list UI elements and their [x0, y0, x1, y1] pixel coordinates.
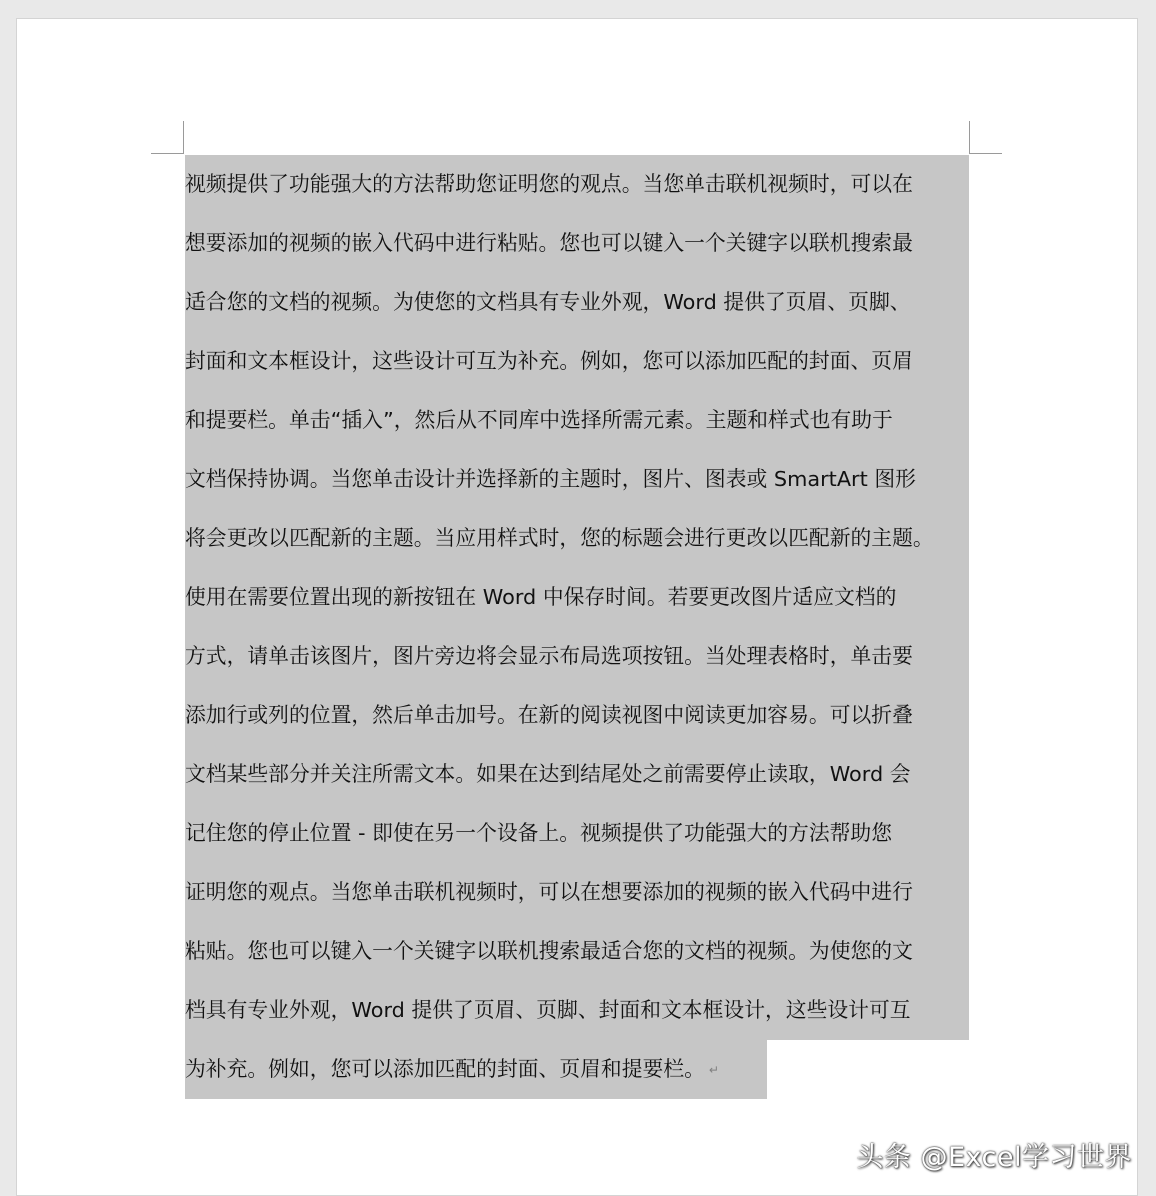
document-page[interactable] — [16, 18, 1138, 1196]
selected-text[interactable]: 和提要栏。单击“插入”，然后从不同库中选择所需元素。主题和样式也有助于 — [185, 391, 969, 450]
selected-text[interactable] — [185, 1040, 767, 1099]
document-body-text[interactable] — [185, 155, 969, 1099]
text-line[interactable] — [185, 332, 969, 391]
text-line[interactable] — [185, 509, 969, 568]
selected-text[interactable]: 文档某些部分并关注所需文本。如果在达到结尾处之前需要停止读取，Word 会 — [185, 745, 969, 804]
text-line[interactable] — [185, 391, 969, 450]
watermark: 头条 @Excel学习世界 — [856, 1142, 1132, 1173]
selected-text[interactable]: 添加行或列的位置，然后单击加号。在新的阅读视图中阅读更加容易。可以折叠 — [185, 686, 969, 745]
margin-mark-top-right-vertical — [969, 121, 970, 153]
selected-text[interactable]: 适合您的文档的视频。为使您的文档具有专业外观，Word 提供了页眉、页脚、 — [185, 273, 969, 332]
text-line[interactable] — [185, 627, 969, 686]
text-line[interactable] — [185, 155, 969, 214]
selected-text[interactable]: 粘贴。您也可以键入一个关键字以联机搜索最适合您的文档的视频。为使您的文 — [185, 922, 969, 981]
margin-mark-top-right-horizontal — [969, 153, 1002, 154]
selected-text[interactable]: 想要添加的视频的嵌入代码中进行粘贴。您也可以键入一个关键字以联机搜索最 — [185, 214, 969, 273]
margin-mark-top-left-horizontal — [151, 153, 184, 154]
text-line[interactable] — [185, 568, 969, 627]
selected-text-last[interactable]: 为补充。例如，您可以添加匹配的封面、页眉和提要栏。 — [185, 1057, 705, 1081]
text-line[interactable] — [185, 273, 969, 332]
selected-text[interactable]: 记住您的停止位置 - 即使在另一个设备上。视频提供了功能强大的方法帮助您 — [185, 804, 969, 863]
text-line[interactable] — [185, 1040, 969, 1099]
margin-mark-top-left-vertical — [183, 121, 184, 153]
text-line[interactable] — [185, 804, 969, 863]
text-line[interactable] — [185, 922, 969, 981]
selected-text[interactable]: 方式，请单击该图片，图片旁边将会显示布局选项按钮。当处理表格时，单击要 — [185, 627, 969, 686]
text-line[interactable] — [185, 745, 969, 804]
selected-text[interactable]: 视频提供了功能强大的方法帮助您证明您的观点。当您单击联机视频时，可以在 — [185, 155, 969, 214]
text-line[interactable] — [185, 214, 969, 273]
selected-text[interactable]: 证明您的观点。当您单击联机视频时，可以在想要添加的视频的嵌入代码中进行 — [185, 863, 969, 922]
text-line[interactable] — [185, 981, 969, 1040]
selected-text[interactable]: 文档保持协调。当您单击设计并选择新的主题时，图片、图表或 SmartArt 图形 — [185, 450, 969, 509]
text-line[interactable] — [185, 863, 969, 922]
text-line[interactable] — [185, 450, 969, 509]
selected-text[interactable]: 档具有专业外观，Word 提供了页眉、页脚、封面和文本框设计，这些设计可互 — [185, 981, 969, 1040]
text-line[interactable] — [185, 686, 969, 745]
selected-text[interactable]: 封面和文本框设计，这些设计可互为补充。例如，您可以添加匹配的封面、页眉 — [185, 332, 969, 391]
paragraph-mark-icon: ↵ — [708, 1062, 719, 1077]
selected-text[interactable]: 使用在需要位置出现的新按钮在 Word 中保存时间。若要更改图片适应文档的 — [185, 568, 969, 627]
selected-text[interactable]: 将会更改以匹配新的主题。当应用样式时，您的标题会进行更改以匹配新的主题。 — [185, 509, 969, 568]
